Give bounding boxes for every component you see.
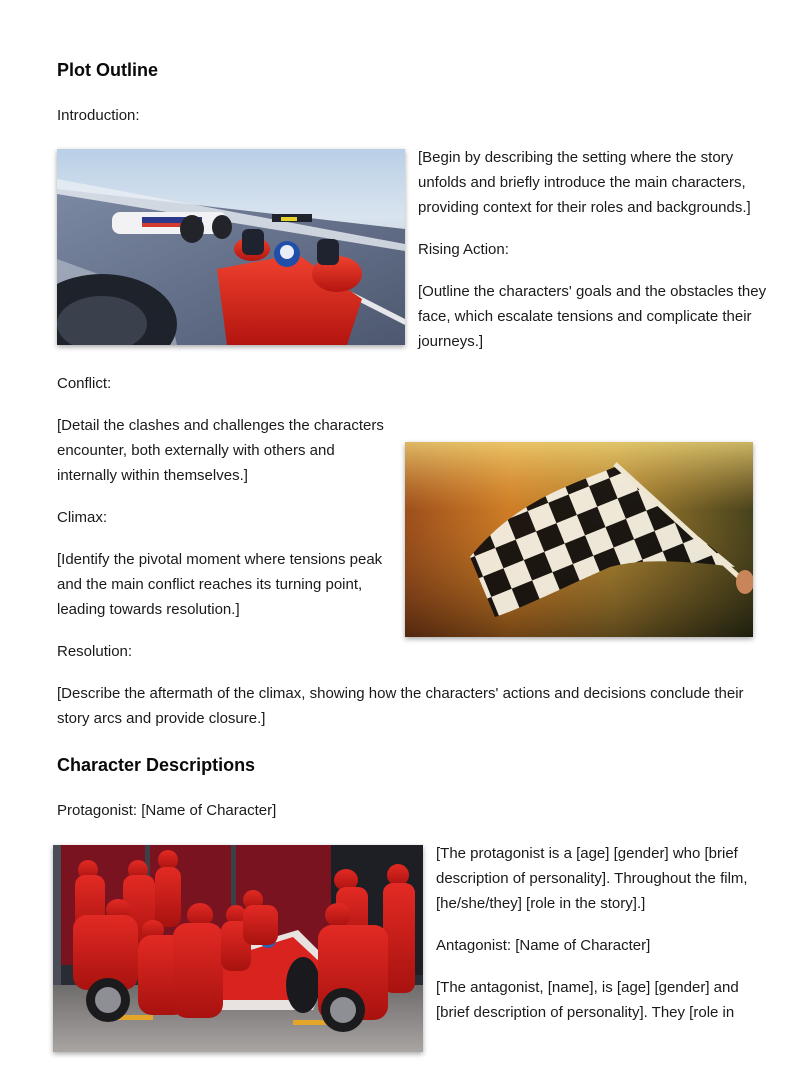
protagonist-text: [The protagonist is a [age] [gender] who [brief description of personality]. Throughout the film, [he/she/they] [role in the story].] [436, 845, 748, 912]
climax-label: Climax: [57, 509, 108, 526]
rising-action-label: Rising Action: [418, 241, 509, 258]
protagonist-label: Protagonist: [Name of Character] [57, 802, 277, 819]
race-car-photo [57, 149, 405, 345]
resolution-text: [Describe the aftermath of the climax, showing how the characters' actions and decisions conclude their story arcs and provide closure.] [57, 685, 744, 727]
conflict-text: [Detail the clashes and challenges the characters encounter, both externally with others and internally within themselves.] [57, 417, 384, 484]
introduction-text: [Begin by describing the setting where the story unfolds and briefly introduce the main characters, providing context for their roles and backgrounds.] [418, 149, 751, 216]
checkered-flag-photo [405, 442, 753, 637]
antagonist-text: [The antagonist, [name], is [age] [gender] and [brief description of personality]. They [role in [436, 979, 739, 1021]
pit-crew-photo [53, 845, 423, 1052]
section-heading-plot-outline: Plot Outline [57, 60, 158, 80]
rising-action-text: [Outline the characters' goals and the obstacles they face, which escalate tensions and complicate their journeys.] [418, 283, 767, 350]
section-heading-character-descriptions: Character Descriptions [57, 755, 256, 775]
introduction-label: Introduction: [57, 107, 140, 124]
conflict-label: Conflict: [57, 375, 112, 392]
climax-text: [Identify the pivotal moment where tensions peak and the main conflict reaches its turning point, leading towards resolution.] [57, 551, 383, 618]
resolution-label: Resolution: [57, 643, 133, 660]
antagonist-label: Antagonist: [Name of Character] [436, 937, 651, 954]
